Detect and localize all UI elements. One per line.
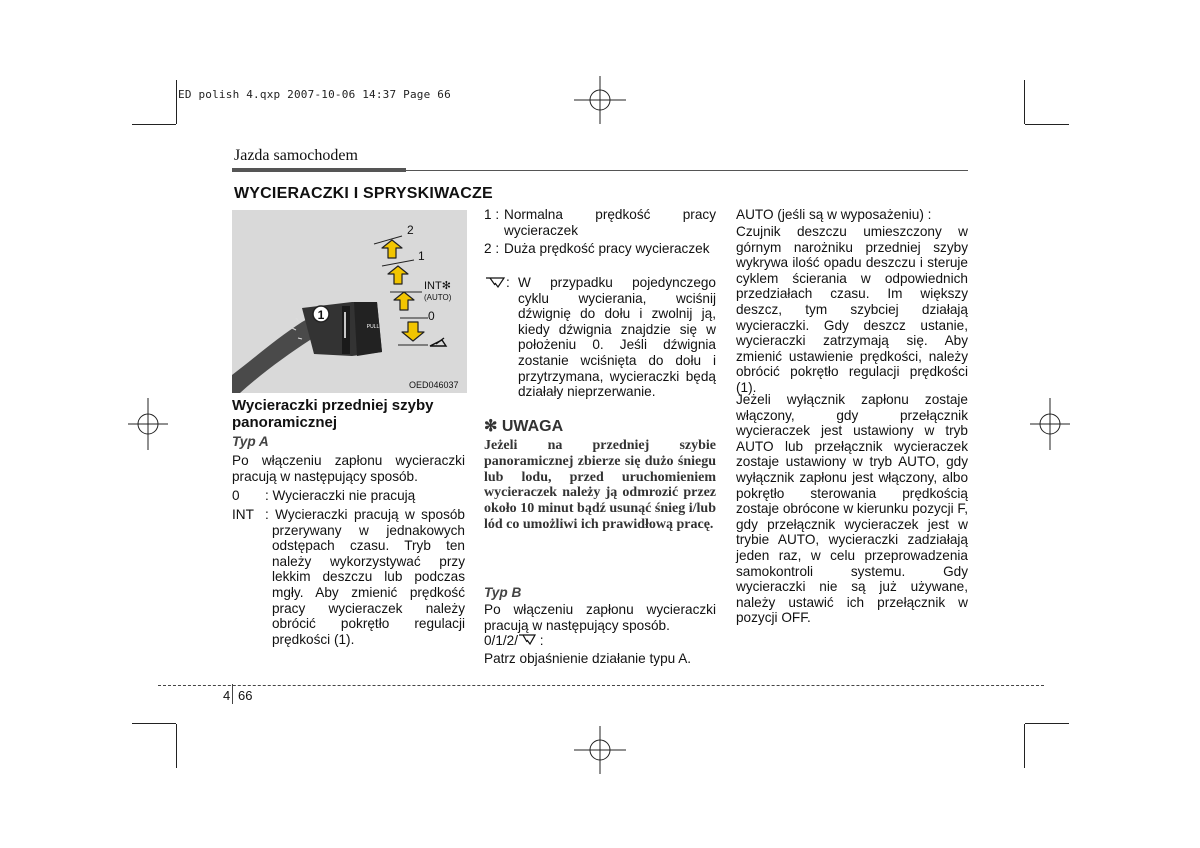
pull-label: PULL [366,324,380,330]
wiper-mist-icon [430,338,446,346]
subheading-front-wipers: Wycieraczki przedniej szyby panoramicznej [232,397,434,431]
section-title: WYCIERACZKI I SPRYSKIWACZE [234,185,493,202]
registration-mark-right [1030,398,1070,450]
type-b-heading: Typ B [484,585,522,600]
list-item [232,507,465,647]
mist-icon [518,633,536,646]
wiper-stalk-figure [232,210,467,393]
list-item [484,275,716,400]
footer-rule [158,685,1044,686]
crop-mark [132,124,176,125]
header-bar [232,168,406,172]
auto-label: (AUTO) [424,293,452,302]
list-item [484,207,716,238]
mist-icon [484,275,506,289]
position-0-label: 0 [428,309,435,323]
header-rule [406,170,968,172]
type-b-positions: 0/1/2/ : [484,633,544,648]
crop-mark [176,80,177,124]
crop-mark [1025,723,1069,724]
type-a-intro: Po włączeniu zapłonu wycieraczki pracują w następujący sposób. [232,453,465,484]
crop-mark [1024,724,1025,768]
item-text: Duża prędkość pracy wycieraczek [504,241,710,256]
running-header: Jazda samochodem [234,147,358,164]
item-key: : [484,275,518,400]
print-slug: ED polish 4.qxp 2007-10-06 14:37 Page 66 [178,88,451,101]
list-item [484,241,716,257]
item-key: 0 [232,488,240,503]
item-text: : Wycieraczki pracują w sposób przerywany w jednakowych odstępach czasu. Tryb ten należy wykorzystywać przy lekkim deszczu lub podczas mgły. Aby zmienić prędkość pracy wycieraczek należy obrócić pokrętło regulacji prędkości (1). [265,507,465,647]
crop-mark [1025,124,1069,125]
int-label: INT✻ [424,280,451,292]
knob-label: 1 [317,308,325,322]
auto-paragraph-2: Jeżeli wyłącznik zapłonu zostaje włączony, gdy przełącznik wycieraczek jest ustawiony w tryb AUTO lub przełącznik wycieraczek zostaje ustawiony w tryb AUTO, gdy wyłącznik zapłonu jest włączony, albo pokrętło sterowania prędkością zostaje obrócone w kierunku pozycji F, gdy przełącznik wycieraczek jest w trybie AUTO, wycieraczki zadziałają jeden raz, w celu przeprowadzenia samokontroli systemu. Gdy wycieraczki nie są już używane, należy ustawić ich przełącznik w pozycji OFF. [736,392,968,626]
crop-mark [176,724,177,768]
wiper-stalk-illustration [232,210,467,393]
type-b-intro: Po włączeniu zapłonu wycieraczki pracują w następujący sposób. [484,602,716,633]
warning-text: Jeżeli na przedniej szybie panoramicznej zbierze się dużo śniegu lub lodu, przed uruchomieniem wycieraczek należy ją odmrozić przez około 10 minut bądź usunąć śnieg i/lub lód co umożliwi ich prawidłową pracę. [484,438,716,532]
figure-code: OED046037 [409,380,459,390]
list-item [232,488,465,504]
page-number: 66 [238,688,253,703]
position-2-label: 2 [407,223,414,237]
registration-mark-left [128,398,168,450]
type-a-heading: Typ A [232,434,269,449]
warning-title: ✻ UWAGA [484,418,564,435]
crop-mark [1024,80,1025,124]
chapter-number: 4 [223,688,231,703]
auto-title: AUTO (jeśli są w wyposażeniu) : [736,207,932,222]
item-key: 2 : [484,241,500,256]
item-text: Normalna prędkość pracy wycieraczek [504,207,716,238]
item-text: : Wycieraczki nie pracują [265,488,416,503]
auto-paragraph-1: Czujnik deszczu umieszczony w górnym narożniku przedniej szyby wykrywa ilość opadu deszczu i steruje cyklem ścierania w odpowiednich przedziałach czasu. Im większy deszcz, tym szybciej działają wycieraczki. Gdy deszcz ustanie, wycieraczki zatrzymają się. Aby zmienić ustawienie prędkości, należy obrócić pokrętło regulacji prędkości (1). [736,224,968,395]
item-key: INT [232,507,254,522]
crop-mark [132,723,176,724]
position-1-label: 1 [418,249,425,263]
registration-mark-bottom [572,726,628,774]
item-key: 1 : [484,207,500,222]
type-b-text: Patrz objaśnienie działanie typu A. [484,651,692,666]
page-divider [232,684,233,704]
item-text: W przypadku pojedynczego cyklu wycierania, wciśnij dźwignię do dołu i zwolnij ją, kiedy dźwignia znajdzie się w położeniu 0. Jeśli dźwignia zostanie wciśnięta do dołu i przytrzymana, wycieraczki będą działały nieprzerwanie. [518,275,716,400]
registration-mark-top [572,76,628,124]
